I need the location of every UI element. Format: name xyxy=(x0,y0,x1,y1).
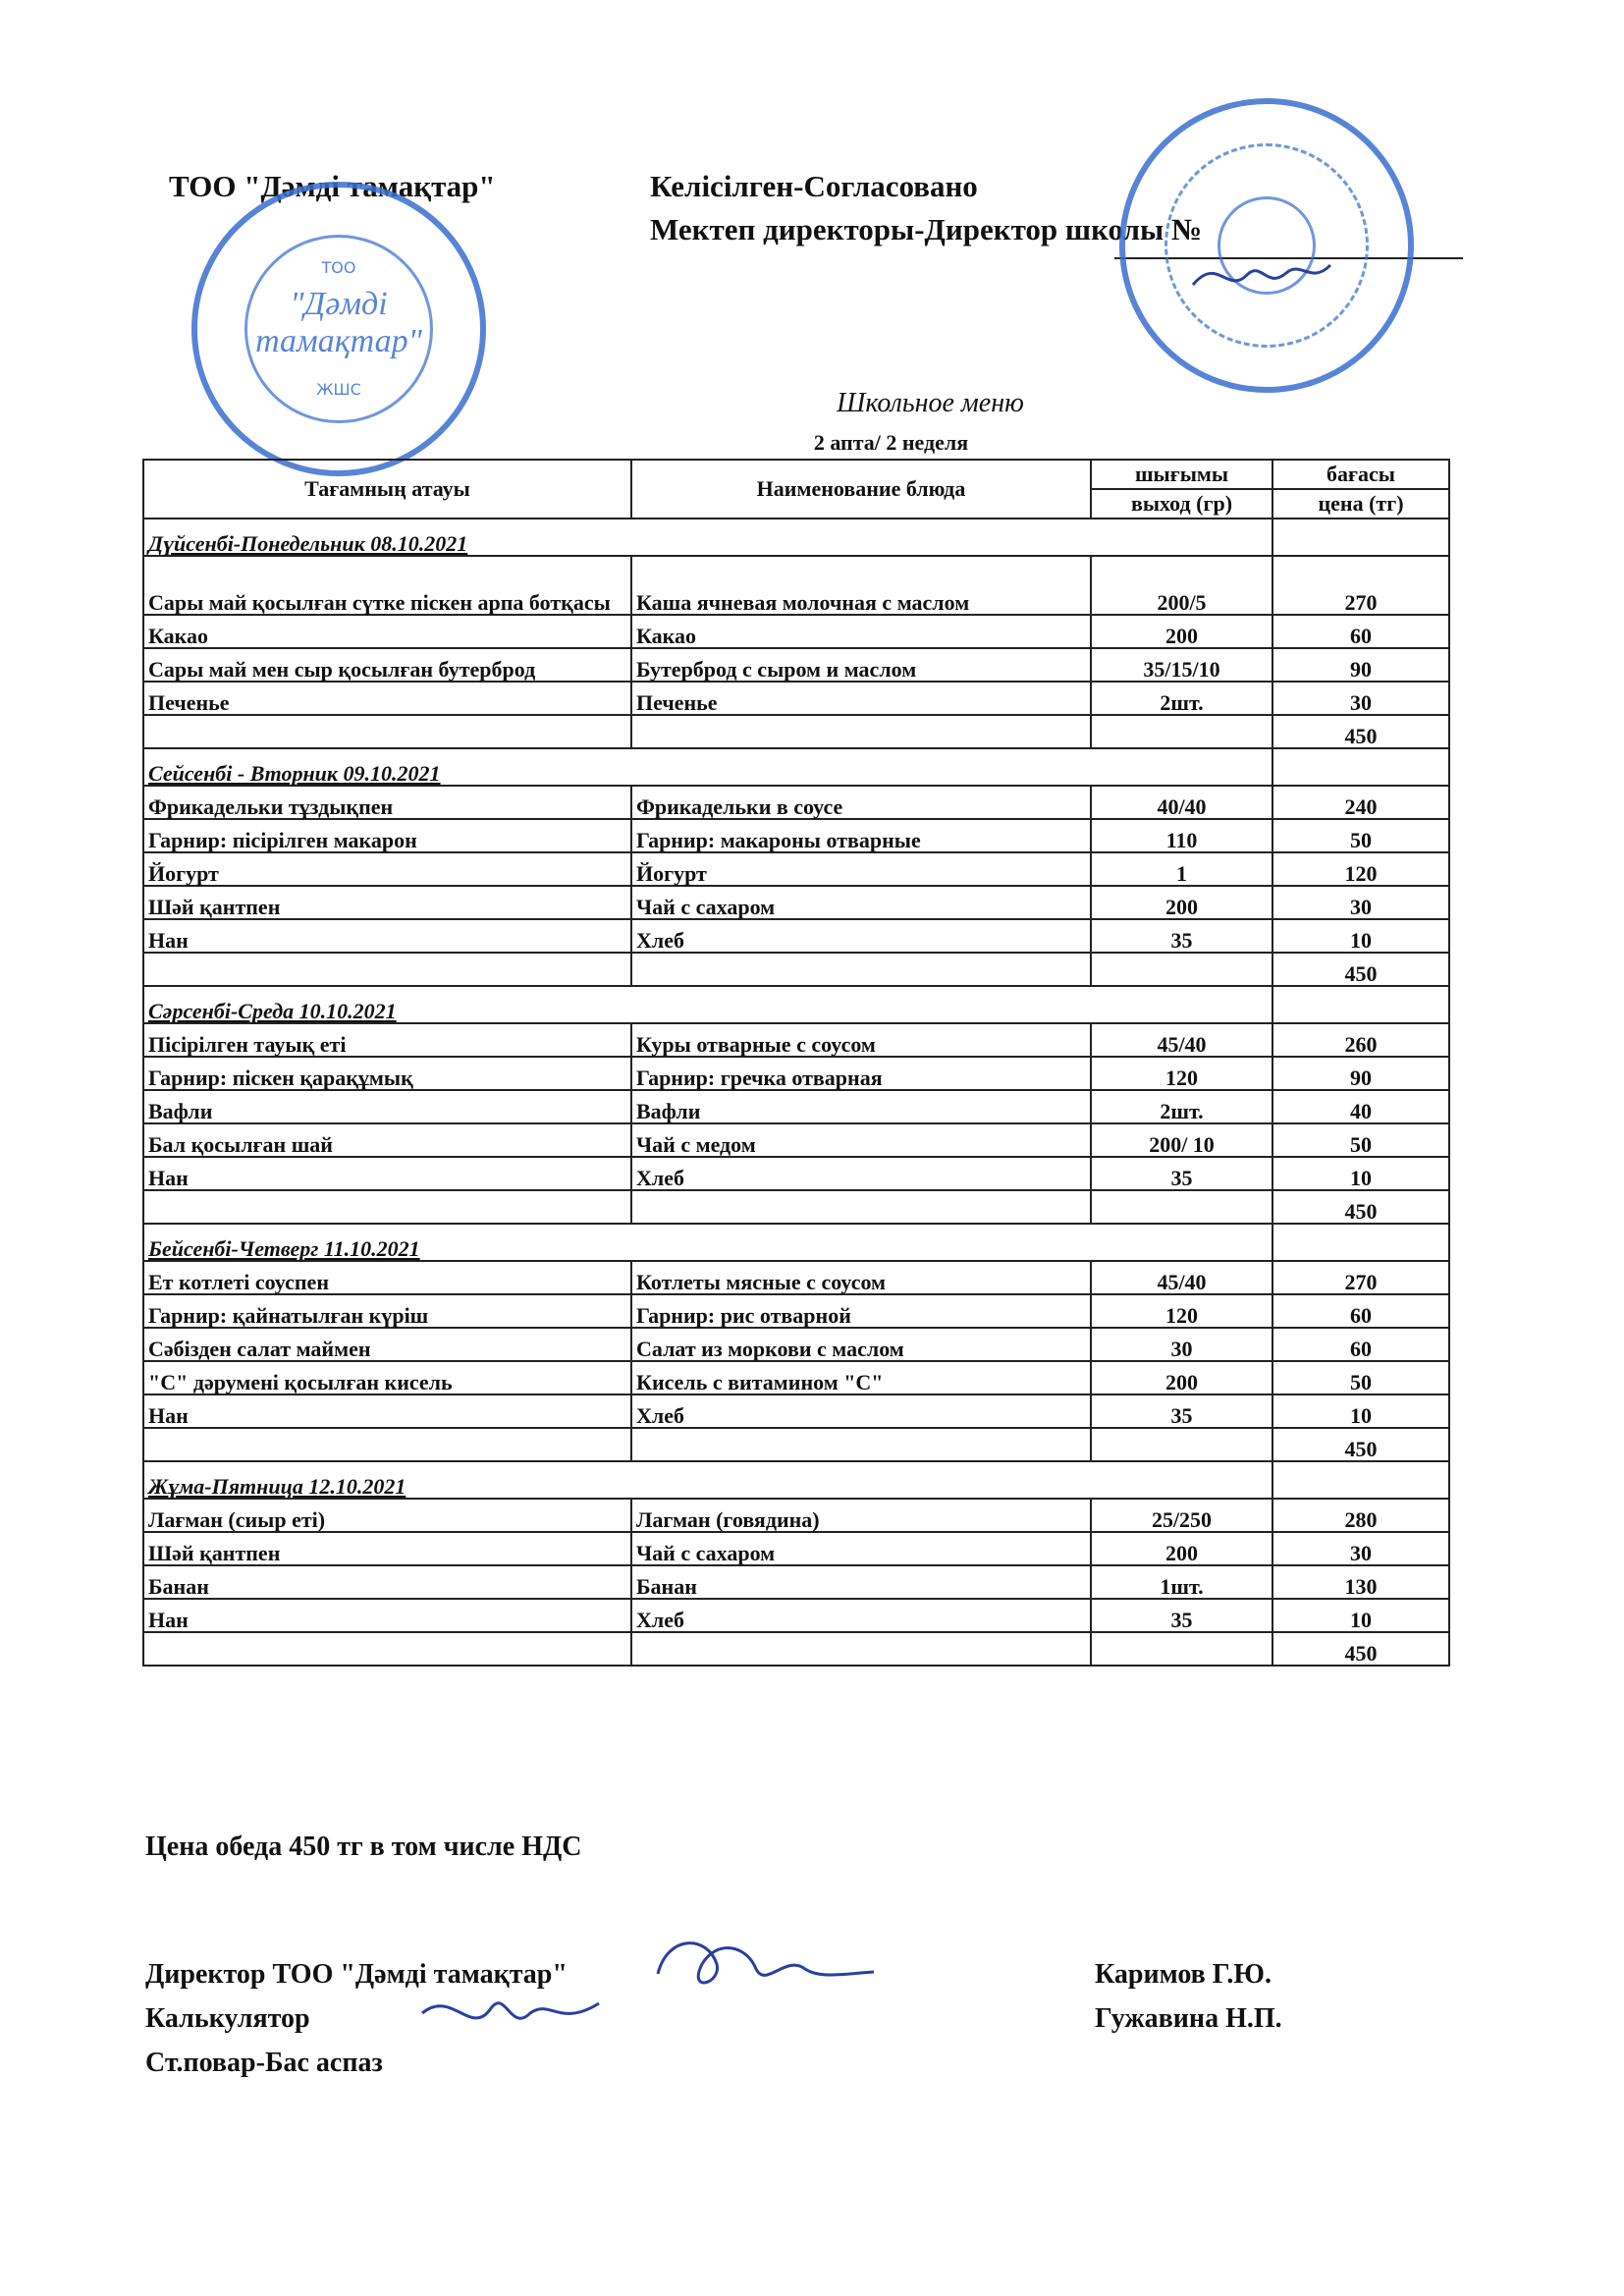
cell-price: 90 xyxy=(1272,648,1449,682)
day-empty-cell xyxy=(1272,519,1449,556)
cell-price: 10 xyxy=(1272,1394,1449,1428)
col-header-yield-ru: выход (гр) xyxy=(1091,489,1272,519)
table-header-row xyxy=(143,460,1449,489)
cell-kz: Сары май қосылған сүтке піскен арпа ботқасы xyxy=(143,556,631,615)
table-row xyxy=(143,1361,1449,1394)
empty-cell xyxy=(1091,1428,1272,1461)
table-row xyxy=(143,1057,1449,1090)
day-total: 450 xyxy=(1272,1190,1449,1224)
cell-price: 30 xyxy=(1272,886,1449,919)
table-row xyxy=(143,648,1449,682)
cell-price: 50 xyxy=(1272,1123,1449,1157)
cell-price: 60 xyxy=(1272,1328,1449,1361)
col-header-name-kz: Тағамның атауы xyxy=(143,460,631,519)
empty-cell xyxy=(1091,715,1272,748)
table-row xyxy=(143,682,1449,715)
cell-ru: Йогурт xyxy=(631,852,1091,886)
cell-kz: Нан xyxy=(143,1394,631,1428)
day-title: Бейсенбі-Четверг 11.10.2021 xyxy=(143,1224,1272,1261)
table-row xyxy=(143,1328,1449,1361)
cell-ru: Вафли xyxy=(631,1090,1091,1123)
cell-ru: Бутерброд с сыром и маслом xyxy=(631,648,1091,682)
cell-ru: Чай с сахаром xyxy=(631,886,1091,919)
cell-price: 10 xyxy=(1272,1599,1449,1632)
cell-yield: 40/40 xyxy=(1091,786,1272,819)
cell-kz: Сары май мен сыр қосылған бутерброд xyxy=(143,648,631,682)
cell-ru: Гарнир: рис отварной xyxy=(631,1294,1091,1328)
cell-ru: Гарнир: макароны отварные xyxy=(631,819,1091,852)
total-row xyxy=(143,715,1449,748)
day-total: 450 xyxy=(1272,1632,1449,1666)
cell-yield: 45/40 xyxy=(1091,1261,1272,1294)
cell-price: 30 xyxy=(1272,1532,1449,1565)
cell-yield: 200 xyxy=(1091,1361,1272,1394)
menu-title: Школьное меню xyxy=(837,388,1024,418)
empty-cell xyxy=(143,953,631,986)
director-line: Мектеп директоры-Директор школы № xyxy=(650,212,1203,246)
cell-ru: Банан xyxy=(631,1565,1091,1599)
cell-ru: Чай с сахаром xyxy=(631,1532,1091,1565)
cell-kz: Нан xyxy=(143,1157,631,1190)
table-row xyxy=(143,1599,1449,1632)
day-empty-cell xyxy=(1272,1461,1449,1499)
cell-yield: 120 xyxy=(1091,1057,1272,1090)
day-title: Жұма-Пятница 12.10.2021 xyxy=(143,1461,1272,1499)
table-row xyxy=(143,556,1449,615)
cell-yield: 120 xyxy=(1091,1294,1272,1328)
day-total: 450 xyxy=(1272,953,1449,986)
cell-price: 60 xyxy=(1272,615,1449,648)
col-header-price-ru: цена (тг) xyxy=(1272,489,1449,519)
cell-kz: Ет котлеті соуспен xyxy=(143,1261,631,1294)
cell-yield: 25/250 xyxy=(1091,1499,1272,1532)
cell-ru: Хлеб xyxy=(631,1157,1091,1190)
day-empty-cell xyxy=(1272,986,1449,1023)
stamp-text-3: тамақтар" xyxy=(255,323,422,359)
table-row xyxy=(143,852,1449,886)
calculator-name: Гужавина Н.П. xyxy=(1095,2003,1282,2034)
cell-kz: Гарнир: пісірілген макарон xyxy=(143,819,631,852)
cell-kz: Фрикадельки тұздықпен xyxy=(143,786,631,819)
col-header-yield-kz: шығымы xyxy=(1091,460,1272,489)
cell-kz: Какао xyxy=(143,615,631,648)
stamp-text-2: "Дәмді xyxy=(290,286,388,322)
empty-cell xyxy=(143,715,631,748)
cell-yield: 1 xyxy=(1091,852,1272,886)
day-total: 450 xyxy=(1272,715,1449,748)
day-row xyxy=(143,1461,1449,1499)
day-total: 450 xyxy=(1272,1428,1449,1461)
cell-yield: 200 xyxy=(1091,615,1272,648)
chef-label: Ст.повар-Бас аспаз xyxy=(145,2048,383,2078)
cell-price: 280 xyxy=(1272,1499,1449,1532)
day-title: Дүйсенбі-Понедельник 08.10.2021 xyxy=(143,519,1272,556)
total-row xyxy=(143,1428,1449,1461)
director-label: Директор ТОО "Дәмді тамақтар" xyxy=(145,1959,568,1990)
cell-yield: 200/5 xyxy=(1091,556,1272,615)
empty-cell xyxy=(631,953,1091,986)
cell-ru: Хлеб xyxy=(631,1599,1091,1632)
cell-ru: Салат из моркови с маслом xyxy=(631,1328,1091,1361)
signature-2-icon xyxy=(412,1979,609,2048)
cell-yield: 35/15/10 xyxy=(1091,648,1272,682)
empty-cell xyxy=(631,1190,1091,1224)
empty-cell xyxy=(1091,1190,1272,1224)
cell-kz: Сәбізден салат маймен xyxy=(143,1328,631,1361)
col-header-price-kz: бағасы xyxy=(1272,460,1449,489)
table-row xyxy=(143,615,1449,648)
cell-price: 130 xyxy=(1272,1565,1449,1599)
cell-price: 120 xyxy=(1272,852,1449,886)
cell-kz: Гарнир: қайнатылған күріш xyxy=(143,1294,631,1328)
cell-kz: Шәй қантпен xyxy=(143,1532,631,1565)
total-row xyxy=(143,1632,1449,1666)
agreed-label: Келісілген-Согласовано xyxy=(650,169,978,203)
table-row xyxy=(143,886,1449,919)
cell-yield: 30 xyxy=(1091,1328,1272,1361)
cell-yield: 2шт. xyxy=(1091,682,1272,715)
table-row xyxy=(143,1532,1449,1565)
cell-ru: Гарнир: гречка отварная xyxy=(631,1057,1091,1090)
cell-price: 40 xyxy=(1272,1090,1449,1123)
col-header-name-ru: Наименование блюда xyxy=(631,460,1091,519)
table-row xyxy=(143,1565,1449,1599)
cell-yield: 35 xyxy=(1091,919,1272,953)
empty-cell xyxy=(1091,1632,1272,1666)
cell-ru: Каша ячневая молочная с маслом xyxy=(631,556,1091,615)
cell-kz: "С" дәрумені қосылған кисель xyxy=(143,1361,631,1394)
cell-price: 10 xyxy=(1272,919,1449,953)
cell-ru: Фрикадельки в соусе xyxy=(631,786,1091,819)
cell-price: 260 xyxy=(1272,1023,1449,1057)
cell-ru: Какао xyxy=(631,615,1091,648)
table-row xyxy=(143,786,1449,819)
cell-price: 240 xyxy=(1272,786,1449,819)
cell-ru: Хлеб xyxy=(631,1394,1091,1428)
day-empty-cell xyxy=(1272,748,1449,786)
cell-ru: Лагман (говядина) xyxy=(631,1499,1091,1532)
table-row xyxy=(143,819,1449,852)
cell-ru: Хлеб xyxy=(631,919,1091,953)
company-name: ТОО "Дәмді тамақтар" xyxy=(169,169,496,203)
cell-price: 90 xyxy=(1272,1057,1449,1090)
cell-price: 270 xyxy=(1272,1261,1449,1294)
empty-cell xyxy=(631,1428,1091,1461)
cell-yield: 110 xyxy=(1091,819,1272,852)
cell-kz: Йогурт xyxy=(143,852,631,886)
cell-yield: 45/40 xyxy=(1091,1023,1272,1057)
cell-price: 50 xyxy=(1272,819,1449,852)
cell-kz: Бал қосылған шай xyxy=(143,1123,631,1157)
table-row xyxy=(143,1157,1449,1190)
signature-1-icon xyxy=(648,1925,884,2013)
cell-kz: Вафли xyxy=(143,1090,631,1123)
cell-kz: Пісірілген тауық еті xyxy=(143,1023,631,1057)
cell-kz: Шәй қантпен xyxy=(143,886,631,919)
cell-yield: 200/ 10 xyxy=(1091,1123,1272,1157)
cell-price: 10 xyxy=(1272,1157,1449,1190)
cell-kz: Нан xyxy=(143,919,631,953)
empty-cell xyxy=(143,1428,631,1461)
cell-ru: Печенье xyxy=(631,682,1091,715)
day-row xyxy=(143,748,1449,786)
cell-kz: Лағман (сиыр еті) xyxy=(143,1499,631,1532)
empty-cell xyxy=(1091,953,1272,986)
cell-ru: Котлеты мясные с соусом xyxy=(631,1261,1091,1294)
day-title: Сәрсенбі-Среда 10.10.2021 xyxy=(143,986,1272,1023)
table-row xyxy=(143,1090,1449,1123)
total-row xyxy=(143,1190,1449,1224)
total-row xyxy=(143,953,1449,986)
cell-yield: 35 xyxy=(1091,1157,1272,1190)
empty-cell xyxy=(631,715,1091,748)
cell-yield: 35 xyxy=(1091,1394,1272,1428)
cell-ru: Куры отварные с соусом xyxy=(631,1023,1091,1057)
director-name: Каримов Г.Ю. xyxy=(1095,1959,1272,1990)
cell-yield: 1шт. xyxy=(1091,1565,1272,1599)
cell-ru: Кисель с витамином "С" xyxy=(631,1361,1091,1394)
week-label: 2 апта/ 2 неделя xyxy=(813,430,969,455)
table-row xyxy=(143,1023,1449,1057)
day-row xyxy=(143,519,1449,556)
cell-price: 30 xyxy=(1272,682,1449,715)
day-empty-cell xyxy=(1272,1224,1449,1261)
empty-cell xyxy=(631,1632,1091,1666)
table-row xyxy=(143,1294,1449,1328)
cell-yield: 35 xyxy=(1091,1599,1272,1632)
day-row xyxy=(143,1224,1449,1261)
day-row xyxy=(143,986,1449,1023)
cell-kz: Печенье xyxy=(143,682,631,715)
cell-price: 60 xyxy=(1272,1294,1449,1328)
menu-table xyxy=(142,459,1450,1667)
cell-price: 50 xyxy=(1272,1361,1449,1394)
day-title: Сейсенбі - Вторник 09.10.2021 xyxy=(143,748,1272,786)
table-row xyxy=(143,919,1449,953)
cell-ru: Чай с медом xyxy=(631,1123,1091,1157)
cell-price: 270 xyxy=(1272,556,1449,615)
table-row xyxy=(143,1261,1449,1294)
cell-kz: Нан xyxy=(143,1599,631,1632)
cell-kz: Гарнир: піскен қарақұмық xyxy=(143,1057,631,1090)
cell-yield: 2шт. xyxy=(1091,1090,1272,1123)
stamp-text-4: ЖШС xyxy=(316,380,361,399)
empty-cell xyxy=(143,1190,631,1224)
director-signature-icon xyxy=(1188,246,1335,304)
calculator-label: Калькулятор xyxy=(145,2003,310,2034)
cell-kz: Банан xyxy=(143,1565,631,1599)
price-note: Цена обеда 450 тг в том числе НДС xyxy=(145,1831,582,1862)
table-row xyxy=(143,1499,1449,1532)
stamp-text-1: ТОО xyxy=(321,258,356,277)
table-row xyxy=(143,1123,1449,1157)
table-row xyxy=(143,1394,1449,1428)
cell-yield: 200 xyxy=(1091,886,1272,919)
empty-cell xyxy=(143,1632,631,1666)
cell-yield: 200 xyxy=(1091,1532,1272,1565)
